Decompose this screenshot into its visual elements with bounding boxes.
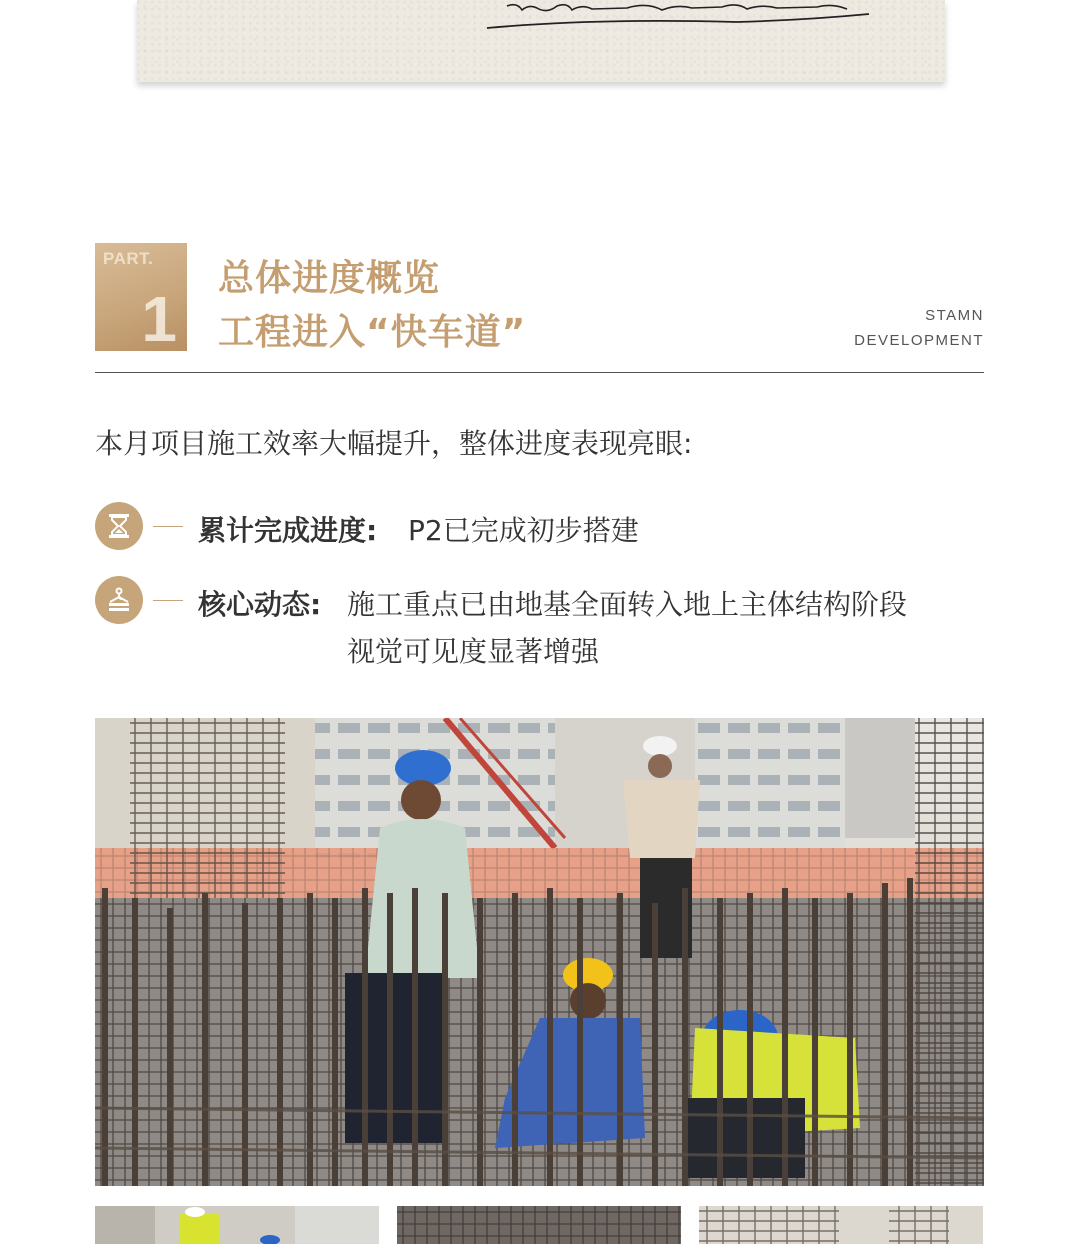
- handwritten-signature: [477, 0, 897, 40]
- thumb-3: [699, 1206, 983, 1244]
- intro-text: 本月项目施工效率大幅提升，整体进度表现亮眼:: [95, 427, 693, 460]
- hourglass-icon: [95, 502, 143, 550]
- thumb-2: [397, 1206, 681, 1244]
- crane-hook-icon: [95, 576, 143, 624]
- part-number: 1: [141, 283, 177, 355]
- progress-text: P2已完成初步搭建: [408, 514, 639, 547]
- connector-line: [153, 526, 183, 527]
- dynamics-text-line2: 视觉可见度显著增强: [347, 635, 600, 668]
- progress-label: 累计完成进度:: [198, 514, 378, 547]
- dynamics-label: 核心动态:: [198, 588, 322, 621]
- connector-line: [153, 600, 183, 601]
- brand-line2: DEVELOPMENT: [854, 332, 984, 349]
- paper-card: [137, 0, 945, 82]
- dynamics-text-line1: 施工重点已由地基全面转入地上主体结构阶段: [347, 588, 908, 621]
- construction-workers-rebar-photo: [95, 718, 984, 1186]
- section-title-line2: 工程进入“快车道”: [218, 312, 527, 353]
- section-title-line1: 总体进度概览: [218, 258, 441, 299]
- part-badge: [95, 243, 187, 355]
- brand-line1: STAMN: [925, 307, 984, 324]
- thumb-1: [95, 1206, 379, 1244]
- brand-mark: [854, 303, 984, 353]
- divider: [95, 372, 984, 373]
- part-label: PART.: [103, 249, 154, 268]
